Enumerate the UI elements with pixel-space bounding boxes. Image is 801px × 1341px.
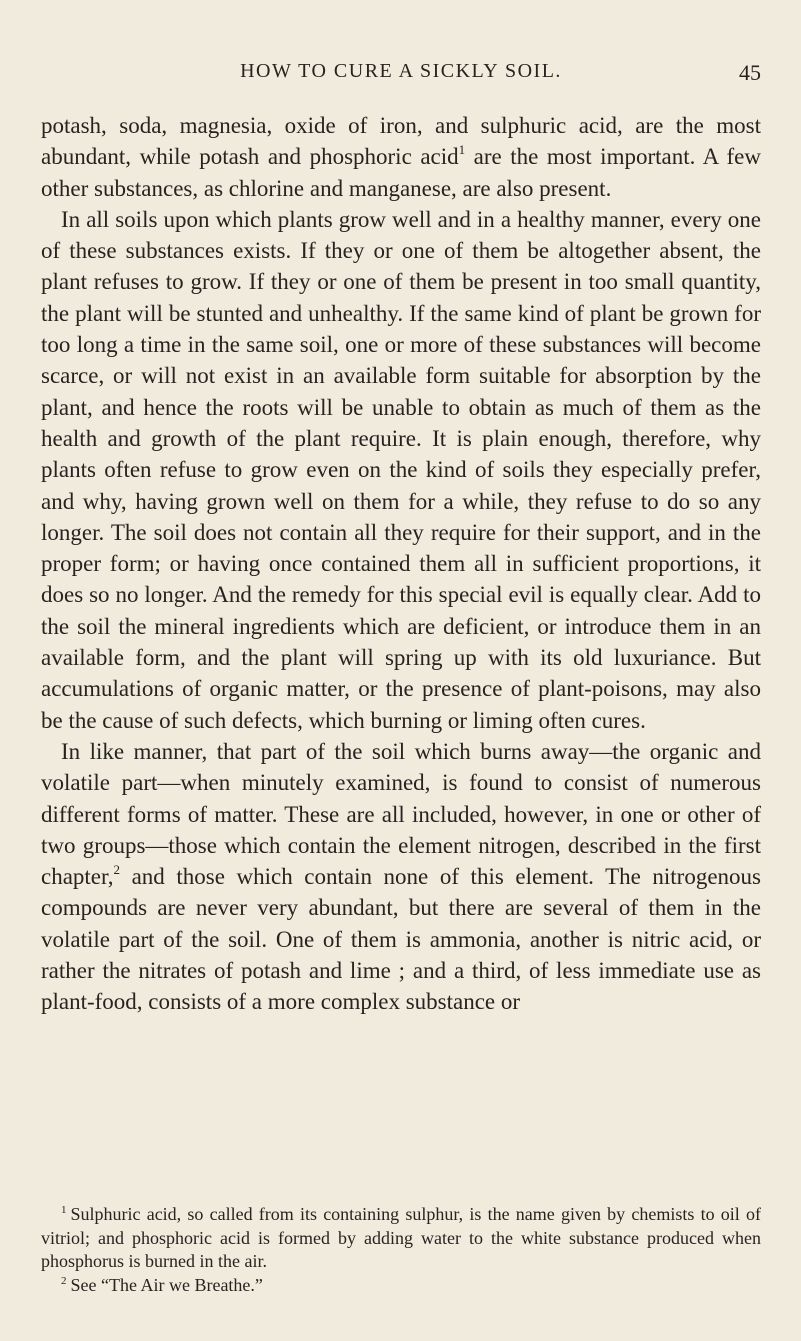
paragraph-1-text-a: potash, soda, magnesia, oxide of iron, and sulphuric acid, are the most abundant, while potash and phosphoric acid [41, 113, 761, 170]
footnote-1-text: Sulphuric acid, so called from its containing sulphur, is the name given by chemists to oil of vitriol; and phosphoric acid is formed by adding water to the white substance produced when phosphorus is burned in the air. [41, 1204, 761, 1271]
footnote-2-mark: 2 [61, 1274, 67, 1287]
paragraph-2: In all soils upon which plants grow well and in a healthy manner, every one of these substances exists. If they or one of them be altogether absent, the plant refuses to grow. If they or one of them be present in too small quantity, the plant will be stunted and unhealthy. If the same kind of plant be grown for too long a time in the same soil, one or more of these substances will become scarce, or will not exist in an available form suitable for absorption by the plant, and hence the roots will be unable to obtain as much of them as the health and growth of the plant require. It is plain enough, therefore, why plants often refuse to grow even on the kind of soils they especially prefer, and why, having grown well on them for a while, they refuse to do so any longer. The soil does not contain all they require for their support, and in the proper form; or having once contained them all in sufficient proportions, it does so no longer. And the remedy for this special evil is equally clear. Add to the soil the mineral ingredients which are deficient, or introduce them in an available form, and the plant will spring up with its old luxuriance. But accumulations of organic matter, or the presence of plant-poisons, may also be the cause of such defects, which burning or liming often cures. [41, 206, 761, 733]
footnote-1-mark: 1 [61, 1204, 67, 1216]
paragraph-1 [41, 110, 761, 204]
footnote-1 [41, 1203, 761, 1274]
running-head [41, 60, 761, 90]
running-title: HOW TO CURE A SICKLY SOIL. [240, 60, 562, 82]
paragraph-3-text-a: In like manner, that part of the soil which burns away—the organic and volatile part—when minutely examined, is found to consist of numerous different forms of matter. These are all included, however, in one or other of two groups—those which contain the element nitrogen, described in the first chapter, [41, 738, 761, 890]
paragraph-3-text-b: and those which contain none of this element. The nitrogenous compounds are never very abundant, but there are several of them in the volatile part of the soil. One of them is ammonia, another is nitric acid, or rather the nitrates of potash and lime ; and a third, of less immediate use as plant-food, consists of a more complex substance or [41, 864, 761, 1015]
footnote-2 [41, 1274, 761, 1298]
footnote-2-text: See “The Air we Breathe.” [70, 1274, 263, 1295]
page-number: 45 [739, 60, 761, 85]
footnotes [41, 1203, 761, 1297]
paragraph-1-text-b: are the most important. A few other substances, as chlorine and manganese, are also present. [41, 144, 761, 201]
footnote-ref-1: 1 [458, 142, 466, 158]
body-text [41, 110, 761, 1018]
paragraph-3 [41, 736, 761, 1018]
footnote-ref-2: 2 [113, 862, 121, 878]
